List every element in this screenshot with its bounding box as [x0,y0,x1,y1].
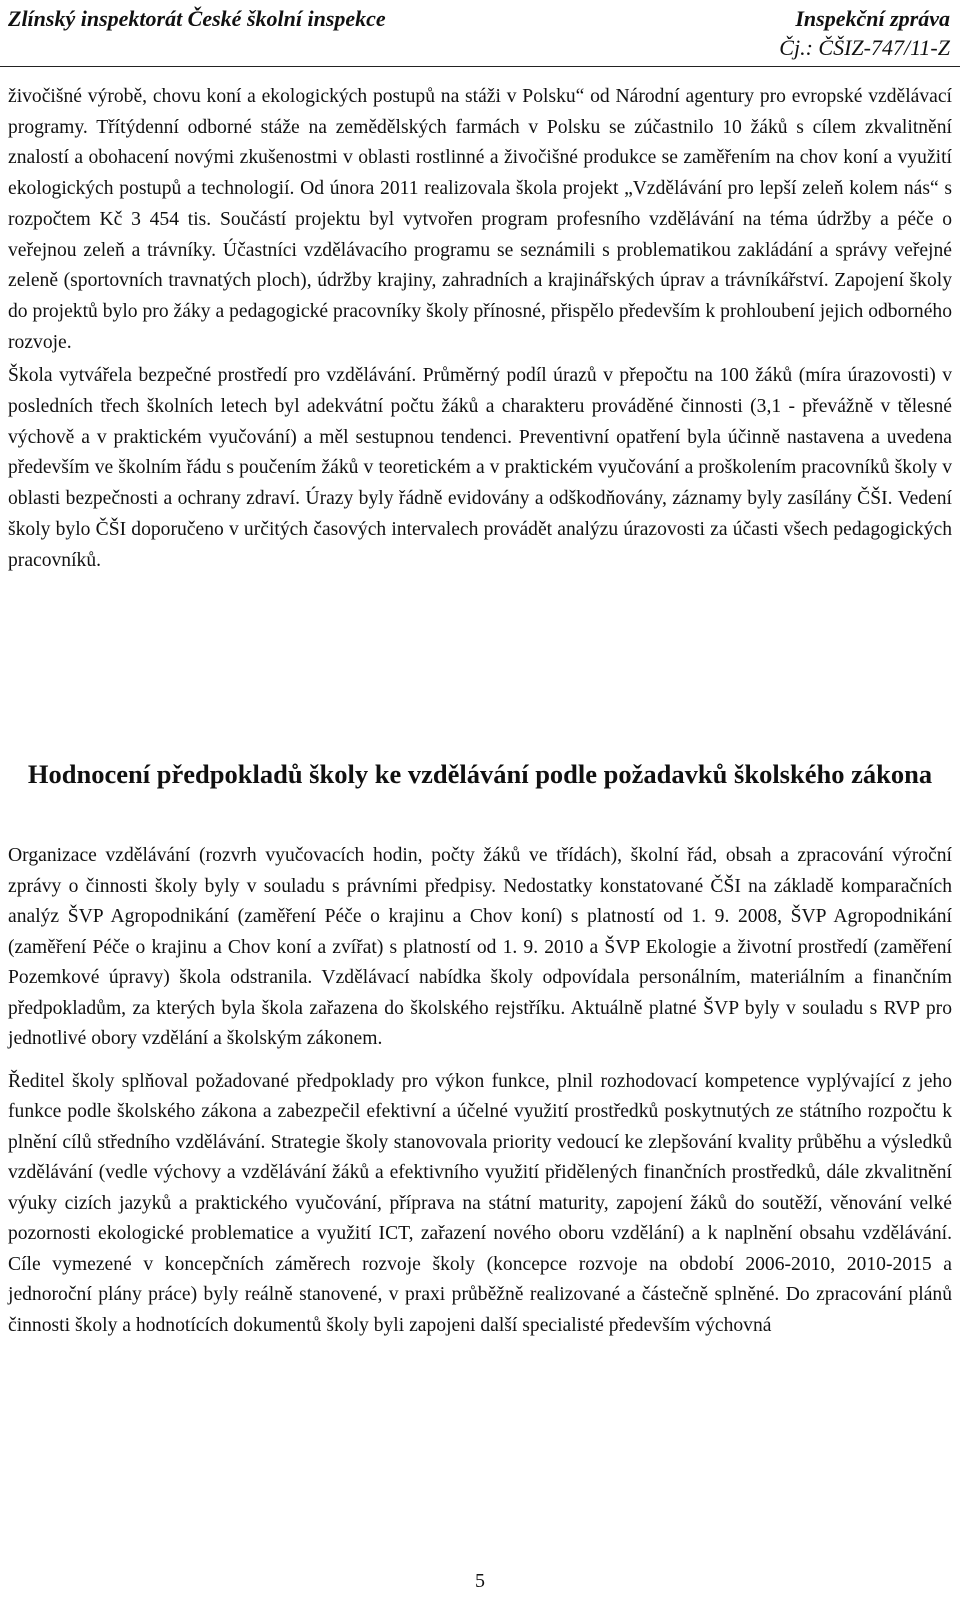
header-inspectorate: Zlínský inspektorát České školní inspekce [8,6,386,31]
paragraph-director: Ředitel školy splňoval požadované předpoklady pro výkon funkce, plnil rozhodovací kompetence vyplývající z jeho funkce podle školského zákona a zabezpečil efektivní a účelné využití prostředků poskytnutých ze státního rozpočtu k plnění cílů středního vzdělávání. Strategie školy stanovovala priority vedoucí ke zlepšování kvality průběhu a výsledků vzdělávání (vedle výchovy a vzdělávání žáků a efektivního využití přidělených finančních prostředků, dále zkvalitnění výuky cizích jazyků a praktického vyučování, příprava na státní maturity, zapojení žáků do soutěží, věnování velké pozornosti ekologické problematice a využití ICT, zařazení nového oboru vzdělání) a k naplnění obsahu vzdělávání. Cíle vymezené v koncepčních záměrech rozvoje školy (koncepce rozvoje na období 2006-2010, 2010-2015 a jednoroční plány práce) byly reálně stanovené, v praxi průběžně realizované a částečně splněné. Do zpracování plánů činnosti školy a hodnotících dokumentů školy byli zapojeni další specialisté především výchovná [8,1070,952,1336]
body-text-section-2 [8,841,952,1341]
section-heading: Hodnocení předpokladů školy ke vzdělávání podle požadavků školského zákona [27,759,933,789]
paragraph-foreign-internship: živočišné výrobě, chovu koní a ekologických postupů na stáži v Polsku“ od Národní agentury pro evropské vzdělávací programy. Třítýdenní odborné stáže na zemědělských farmách v Polsku se zúčastnilo 10 žáků s cílem zkvalitnění znalostí a obohacení novými zkušenostmi v oblasti rostlinné a živočišné produkce se zaměřením na chov koní a využití ekologických postupů a technologií. Od února 2011 realizovala škola projekt „Vzdělávání pro lepší zeleň kolem nás“ s rozpočtem Kč 3 454 tis. Součástí projektu byl vytvořen program profesního vzdělávání na téma údržby a péče o veřejnou zeleň a trávníky. Účastníci vzdělávacího programu se seznámili s problematikou zakládání a správy veřejné zeleně (sportovních travnatých ploch), údržby krajiny, zahradních a krajinářských úprav a trávníkářství. Zapojení školy do projektů bylo pro žáky a pedagogické pracovníky školy přínosné, přispělo především k prohloubení jejich odborného rozvoje. [8,86,952,353]
header-reference-number: Čj.: ČŠIZ-747/11-Z [779,35,950,60]
page-number: 5 [475,1570,485,1592]
paragraph-organization: Organizace vzdělávání (rozvrh vyučovacích hodin, počty žáků ve třídách), školní řád, obsah a zpracování výroční zprávy o činnosti školy byly v souladu s právními předpisy. Nedostatky konstatované ČŠI na základě komparačních analýz ŠVP Agropodnikání (zaměření Péče o krajinu a Chov koní) s platností od 1. 9. 2008, ŠVP Agropodnikání (zaměření Péče o krajinu a Chov koní a zvířat) s platností od 1. 9. 2010 a ŠVP Ekologie a životní prostředí (zaměření Pozemkové úpravy) škola odstranila. Vzdělávací nabídka školy odpovídala personálním, materiálním a finančním předpokladům, za kterých byla škola zařazena do školského rejstříku. Aktuálně platné ŠVP byly v souladu s RVP pro jednotlivé obory vzdělání a školským zákonem. [8,845,952,1049]
header-divider [0,66,960,67]
paragraph-safety: Škola vytvářela bezpečné prostředí pro vzdělávání. Průměrný podíl úrazů v přepočtu na 100 žáků (míra úrazovosti) v posledních třech školních letech byl adekvátní počtu žáků a charakteru prováděné činnosti (3,1 - převážně v tělesné výchově a v praktickém vyučování) a měl sestupnou tendenci. Preventivní opatření byla účinně nastavena a uvedena především ve školním řádu s poučením žáků v teoretickém a v praktickém vyučování a proškolením pracovníků školy v oblasti bezpečnosti a ochrany zdraví. Úrazy byly řádně evidovány a odškodňovány, záznamy byly zasílány ČŠI. Vedení školy bylo ČŠI doporučeno v určitých časových intervalech provádět analýzu úrazovosti za účasti všech pedagogických pracovníků. [8,365,952,571]
body-text-section-1 [8,82,952,576]
header-report-title: Inspekční zpráva [795,6,950,31]
